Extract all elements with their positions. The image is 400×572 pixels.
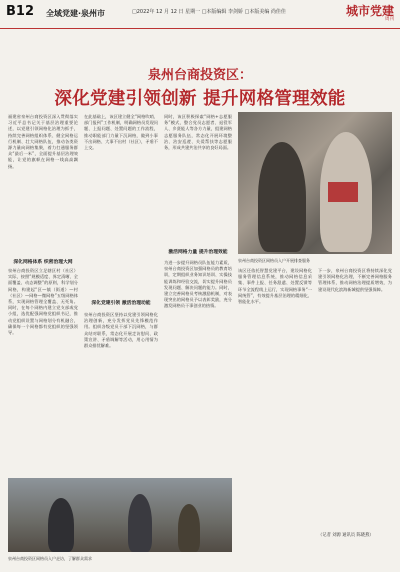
- page-header: [0, 0, 400, 29]
- paragraph-7: 下一步，泉州台商投资区将持续深化党建引领网格化治理，不断完善网格服务管理体系，推动网格治理提质增效，为建设现代化滨海新城提供坚强保障。: [318, 268, 392, 292]
- paragraph-3: 泉州台商投资区坚持以党建引领网格化治理创新，充分发挥党员先锋模范作用。组织各级党员干部下沉网格，与群众结对联系，常态化开展走访慰问、政策宣讲、矛盾调解等活动，用心用情为群众排忧解难。: [84, 312, 158, 349]
- paragraph-1: 泉州台商投资区立足辖区村（社区）实际，按照“规模适度、界定清晰、全面覆盖、动态调整”的原则，科学划分网格，构建起“区—镇（街道）—村（社区）—网格—微网格”五级网格体系，实现网格管理全覆盖、无死角。同时，在每个网格内建立党支部或党小组，选优配强网格党组织书记，推动党组织设置与网格划分有机融合，确保每一个网格都有党组织的坚强领导。: [8, 268, 78, 336]
- left-photo: [8, 478, 232, 552]
- right-photo-caption: 泉州台商投资区网格员入户开展排查服务: [238, 258, 310, 263]
- subhead-3: 激活网格力量 提升治理效能: [168, 250, 228, 255]
- section-name: 全域党建·泉州市: [46, 9, 106, 18]
- article-headline: 深化党建引领创新 提升网格管理效能: [54, 89, 346, 109]
- issue-meta: □2022年 12 月 12 日 星期一 □本版编辑 李剑娇 □本版美编 尚佳佳: [132, 9, 286, 15]
- article-signature: （记者 刘源 通讯员 陈晓燕）: [318, 533, 374, 538]
- article-kicker: 泉州台商投资区：: [147, 68, 252, 83]
- subhead-1: 深化网格体系 织密治理大网: [13, 260, 73, 265]
- paragraph-5: 为进一步提升网格员队伍能力素质，泉州台商投资区加强网格员的教育培训，定期组织业务知识培训、实操技能训练和经验交流，切实提升网格员发现问题、解决问题的能力。同时，建立完善网格员考核激励机制，对表现突出的网格员予以表彰奖励，充分激发网格员干事创业的热情。: [164, 260, 232, 309]
- intro-paragraph: 福建省泉州台商投资区深入贯彻落实习近平总书记关于基层治理重要论述，以党建引领网格化治理为抓手，持续完善网格组织体系、健全网格运行机制、壮大网格队伍，推动各类资源力量向网格集聚，着力打通服务群众“最后一米”，全面提升基层治理效能，让党的旗帜在网格一线高高飘扬。: [8, 114, 78, 169]
- paragraph-2: 在此基础上，该区建立健全“网格吹哨、部门报到”工作机制，明确网格员发现问题、上报问题、处置问题的工作流程，推动职能部门力量下沉网格，做到小事不出网格、大事不出村（社区），矛盾不上交。: [84, 114, 158, 151]
- page-number: B12: [6, 4, 34, 19]
- paragraph-6: 该区还依托智慧党建平台，建设网格化服务管理信息系统，推动网格信息采集、事件上报、任务派遣、处置反馈等环节全流程线上运行，实现网格事务“一网统管”，有效提升基层治理的精细化、智能化水平。: [238, 268, 312, 305]
- masthead-sub: 周刊: [385, 17, 394, 22]
- masthead-logo: 城市党建: [345, 4, 394, 18]
- right-photo: [238, 112, 392, 254]
- paragraph-4: 同时，该区积极探索“网格+志愿服务”模式，整合党员志愿者、退役军人、乡贤能人等各方力量，组建网格志愿服务队伍，常态化开展环境整治、治安巡逻、关爱帮扶等志愿服务，形成共建共治共享的良好局面。: [164, 114, 232, 151]
- subhead-2: 深化党建引领 激活治理动能: [91, 301, 151, 306]
- left-photo-caption: 泉州台商投资区网格员入户走访，了解群众需求: [8, 556, 92, 561]
